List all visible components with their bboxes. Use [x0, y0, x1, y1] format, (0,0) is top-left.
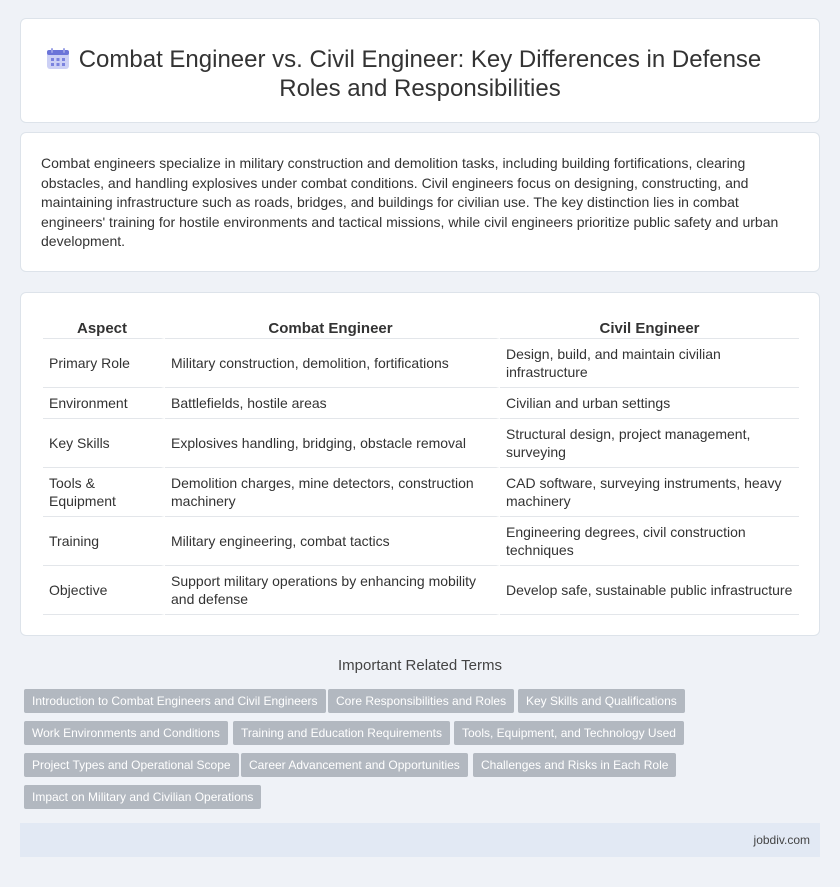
related-tag[interactable]: Introduction to Combat Engineers and Civil Engineers — [24, 689, 326, 713]
related-tag[interactable]: Training and Education Requirements — [233, 721, 450, 745]
combat-cell: Support military operations by enhancing mobility and defense — [165, 566, 500, 615]
related-tag[interactable]: Work Environments and Conditions — [24, 721, 228, 745]
civil-cell: Engineering degrees, civil construction techniques — [500, 517, 799, 566]
table-row — [43, 388, 799, 419]
combat-cell: Battlefields, hostile areas — [165, 388, 500, 419]
aspect-cell: Training — [43, 517, 165, 566]
table-header-row — [43, 317, 799, 339]
related-tag[interactable]: Career Advancement and Opportunities — [241, 753, 468, 777]
intro-card — [20, 132, 820, 272]
related-tag[interactable]: Impact on Military and Civilian Operations — [24, 785, 261, 809]
table-row — [43, 468, 799, 517]
comparison-table — [43, 317, 799, 615]
civil-cell: Develop safe, sustainable public infrastructure — [500, 566, 799, 615]
combat-cell: Military engineering, combat tactics — [165, 517, 500, 566]
header-civil-engineer: Civil Engineer — [500, 317, 799, 339]
footer-bar — [20, 823, 820, 857]
table-row — [43, 419, 799, 468]
combat-cell: Demolition charges, mine detectors, construction machinery — [165, 468, 500, 517]
title-card — [20, 18, 820, 123]
aspect-cell: Key Skills — [43, 419, 165, 468]
footer-site-link[interactable]: jobdiv.com — [753, 833, 810, 847]
civil-cell: Design, build, and maintain civilian infrastructure — [500, 339, 799, 388]
civil-cell: Civilian and urban settings — [500, 388, 799, 419]
aspect-cell: Tools & Equipment — [43, 468, 165, 517]
table-row — [43, 517, 799, 566]
civil-cell: CAD software, surveying instruments, heavy machinery — [500, 468, 799, 517]
combat-cell: Military construction, demolition, fortifications — [165, 339, 500, 388]
table-row — [43, 339, 799, 388]
header-combat-engineer: Combat Engineer — [165, 317, 500, 339]
table-row — [43, 566, 799, 615]
aspect-cell: Environment — [43, 388, 165, 419]
civil-cell: Structural design, project management, surveying — [500, 419, 799, 468]
aspect-cell: Primary Role — [43, 339, 165, 388]
related-tag[interactable]: Key Skills and Qualifications — [518, 689, 685, 713]
related-terms-title: Important Related Terms — [338, 657, 502, 674]
intro-paragraph: Combat engineers specialize in military construction and demolition tasks, including building fortifications, clearing obstacles, and handling explosives under combat conditions. Civil engineers focus on designing, constructing, and maintaining infrastructure such as roads, bridges, and buildings for civilian use. The key distinction lies in combat engineers' training for hostile environments and tactical missions, while civil engineers prioritize public safety and urban development. — [41, 155, 779, 250]
related-tag[interactable]: Tools, Equipment, and Technology Used — [454, 721, 684, 745]
related-tag[interactable]: Core Responsibilities and Roles — [328, 689, 514, 713]
aspect-cell: Objective — [43, 566, 165, 615]
combat-cell: Explosives handling, bridging, obstacle removal — [165, 419, 500, 468]
header-aspect: Aspect — [43, 317, 165, 339]
related-tag[interactable]: Challenges and Risks in Each Role — [473, 753, 676, 777]
comparison-table-card — [20, 292, 820, 636]
related-tag[interactable]: Project Types and Operational Scope — [24, 753, 239, 777]
page-title: Combat Engineer vs. Civil Engineer: Key Differences in Defense Roles and Responsibilities — [78, 46, 762, 102]
